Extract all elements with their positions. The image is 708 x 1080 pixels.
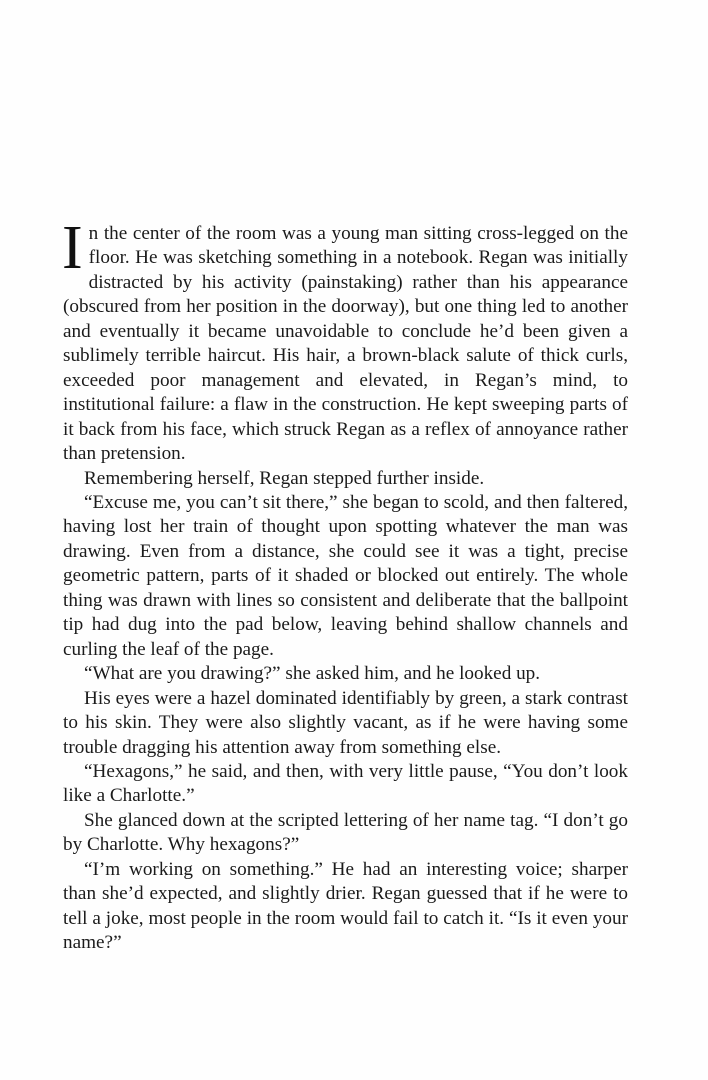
paragraph-text: n the center of the room was a young man sitting cross-legged on the floor. He was sketching something in a notebook. Regan was initially distracted by his activity (painstaking) rather than his appearance (obscured from her position in the doorway), but one thing led to another and eventually it became unavoidable to conclude he’d been given a sublimely terrible haircut. His hair, a brown-black salute of thick curls, exceeded poor management and elevated, in Regan’s mind, to institutional failure: a flaw in the construction. He kept sweeping parts of it back from his face, which struck Regan as a reflex of annoyance rather than pretension. bbox=[63, 223, 628, 465]
paragraph: She glanced down at the scripted lettering of her name tag. “I don’t go by Charlotte. Why hexagons?” bbox=[63, 809, 628, 856]
book-page bbox=[62, 214, 628, 956]
paragraph: “I’m working on something.” He had an interesting voice; sharper than she’d expected, and slightly drier. Regan guessed that if he were to tell a joke, most people in the room would fail to catch it. “Is it even your name?” bbox=[63, 858, 628, 954]
paragraph: “Excuse me, you can’t sit there,” she began to scold, and then faltered, having lost her train of thought upon spotting whatever the man was drawing. Even from a distance, she could see it was a tight, precise geometric pattern, parts of it shaded or blocked out entirely. The whole thing was drawn with lines so consistent and deliberate that the ballpoint tip had dug into the pad below, leaving behind shallow channels and curling the leaf of the page. bbox=[63, 491, 628, 660]
paragraph: Remembering herself, Regan stepped further inside. bbox=[84, 467, 485, 489]
paragraph-opening bbox=[62, 214, 628, 467]
drop-cap: I bbox=[62, 214, 83, 282]
paragraph: “What are you drawing?” she asked him, and he looked up. bbox=[84, 663, 541, 685]
paragraph: His eyes were a hazel dominated identifiably by green, a stark contrast to his skin. They were also slightly vacant, as if he were having some trouble dragging his attention away from something else. bbox=[63, 687, 628, 758]
paragraph: “Hexagons,” he said, and then, with very little pause, “You don’t look like a Charlotte.” bbox=[63, 760, 628, 807]
